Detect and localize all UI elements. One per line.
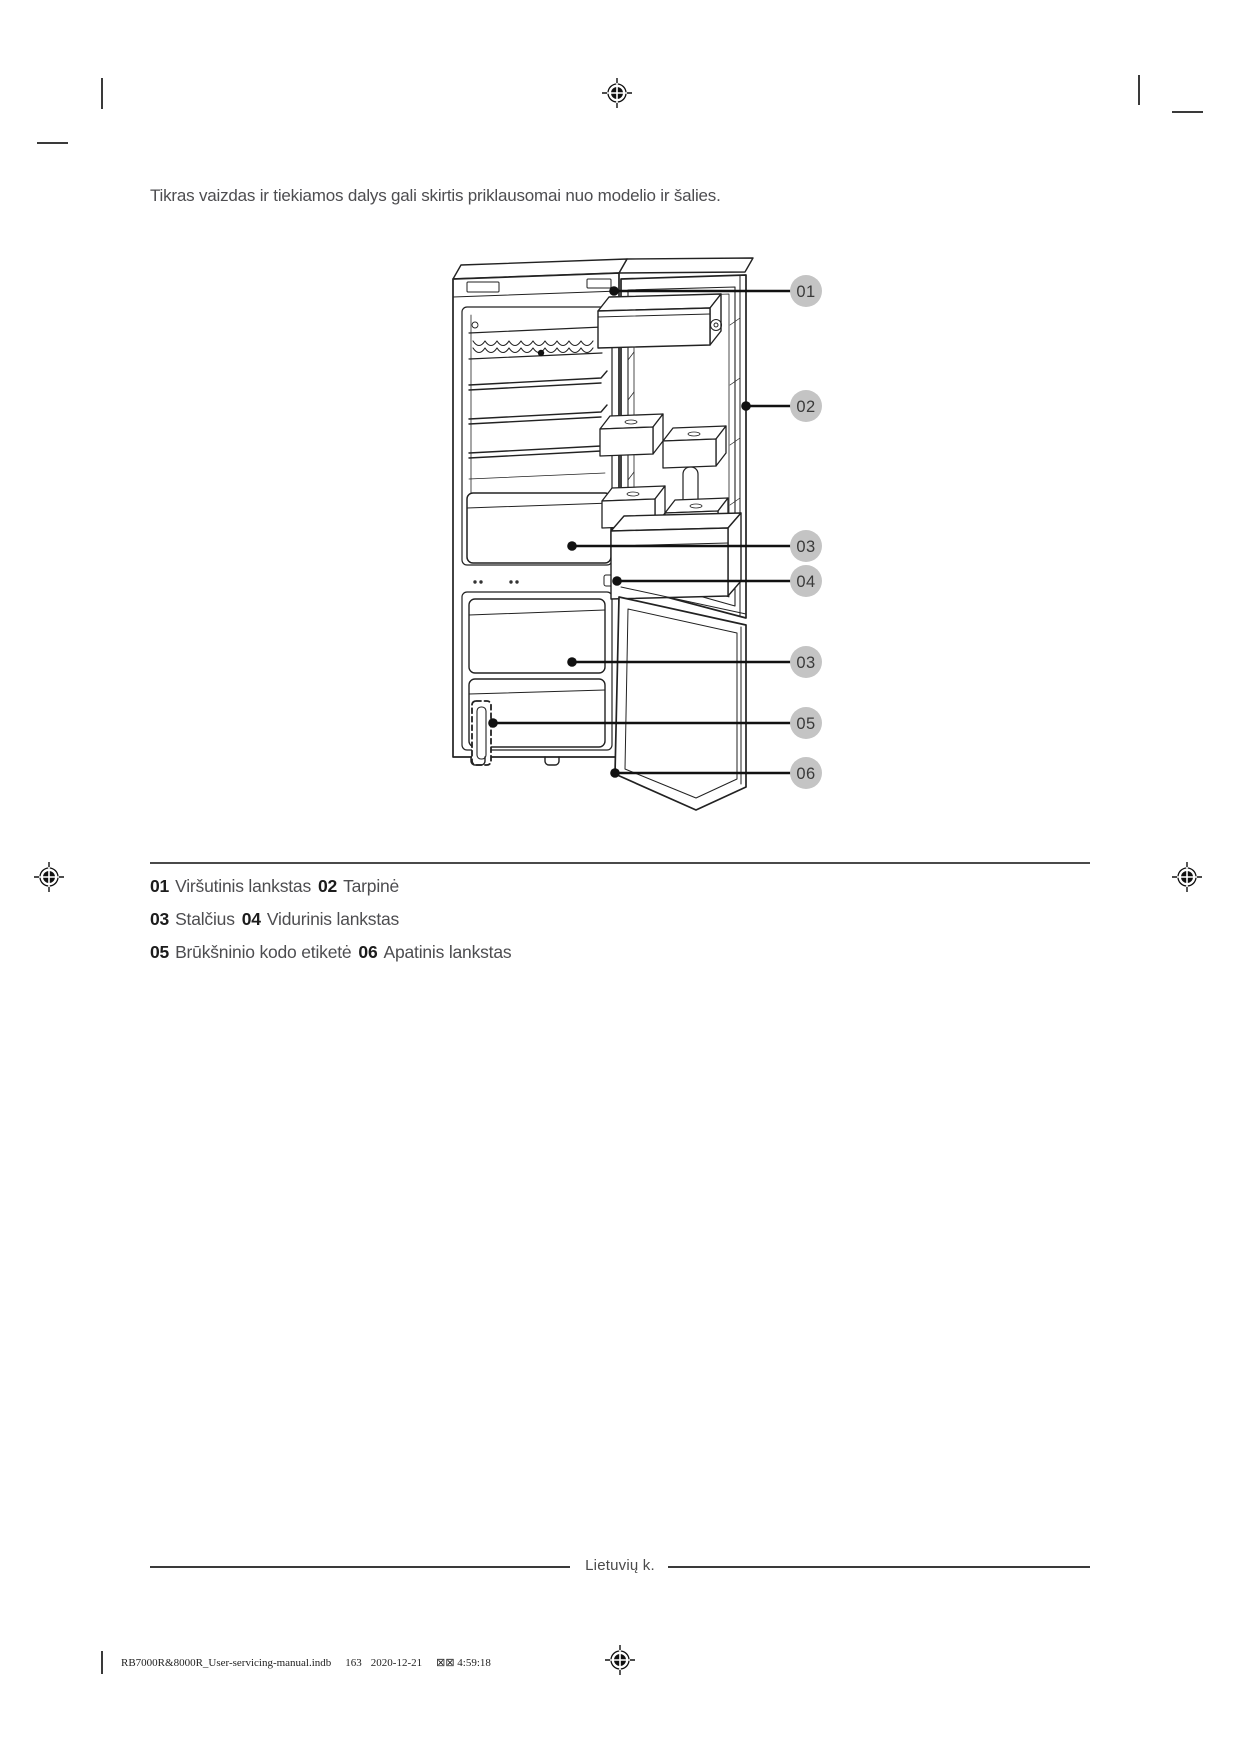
intro-text: Tikras vaizdas ir tiekiamos dalys gali skirtis priklausomai nuo modelio ir šalies. bbox=[150, 186, 721, 205]
svg-text:03: 03 bbox=[796, 654, 816, 672]
callout-anchor-dot-05 bbox=[488, 718, 498, 728]
callout-anchor-dot-01 bbox=[609, 286, 619, 296]
legend-label-05: Brūkšninio kodo etiketė bbox=[175, 942, 352, 962]
callout-anchor-dot-03 bbox=[567, 541, 577, 551]
legend-num-05: 05 bbox=[150, 942, 170, 962]
print-time: ⊠⊠ 4:59:18 bbox=[436, 1657, 491, 1669]
svg-text:03: 03 bbox=[796, 538, 816, 556]
refrigerator-diagram bbox=[395, 235, 855, 835]
callout-anchor-dot-06 bbox=[610, 768, 620, 778]
svg-text:02: 02 bbox=[796, 398, 816, 416]
registration-mark-top-center bbox=[602, 78, 632, 108]
legend-row-1 bbox=[150, 876, 1110, 896]
legend-num-04: 04 bbox=[241, 909, 261, 929]
crop-mark-bottom-left-vertical bbox=[101, 1651, 103, 1674]
svg-text:06: 06 bbox=[796, 765, 816, 783]
crop-mark-top-right-horizontal bbox=[1172, 111, 1203, 113]
legend-label-06: Apatinis lankstas bbox=[383, 942, 512, 962]
crop-mark-top-right-vertical bbox=[1138, 75, 1140, 105]
legend-label-03: Stalčius bbox=[175, 909, 235, 929]
fridge-line-art bbox=[453, 258, 753, 810]
legend-divider bbox=[150, 862, 1090, 864]
legend-label-02: Tarpinė bbox=[343, 876, 400, 896]
callout-anchor-dot-03 bbox=[567, 657, 577, 667]
crop-mark-top-left-vertical bbox=[101, 78, 103, 109]
registration-mark-right bbox=[1172, 862, 1202, 892]
footer-language-label: Lietuvių k. bbox=[585, 1557, 655, 1574]
legend-row-3 bbox=[150, 942, 1110, 962]
print-info-line bbox=[121, 1656, 491, 1669]
svg-text:04: 04 bbox=[796, 573, 816, 591]
legend-num-01: 01 bbox=[150, 876, 170, 896]
print-date: 2020-12-21 bbox=[370, 1657, 423, 1669]
footer-rule-right bbox=[668, 1566, 1090, 1568]
legend-label-04: Vidurinis lankstas bbox=[266, 909, 400, 929]
print-page-number: 163 bbox=[345, 1657, 362, 1669]
print-file-name: RB7000R&8000R_User-servicing-manual.indb bbox=[121, 1657, 332, 1669]
legend bbox=[150, 876, 1110, 975]
callout-anchor-dot-02 bbox=[741, 401, 751, 411]
legend-num-06: 06 bbox=[358, 942, 378, 962]
legend-row-2 bbox=[150, 909, 1110, 929]
legend-num-02: 02 bbox=[318, 876, 338, 896]
registration-mark-left bbox=[34, 862, 64, 892]
svg-text:01: 01 bbox=[796, 283, 816, 301]
crop-mark-top-left-horizontal bbox=[37, 142, 68, 144]
legend-num-03: 03 bbox=[150, 909, 170, 929]
legend-label-01: Viršutinis lankstas bbox=[175, 876, 312, 896]
callout-anchor-dot-04 bbox=[612, 576, 622, 586]
callout-02 bbox=[741, 390, 822, 422]
svg-text:05: 05 bbox=[796, 715, 816, 733]
registration-mark-bottom-center bbox=[605, 1645, 635, 1675]
